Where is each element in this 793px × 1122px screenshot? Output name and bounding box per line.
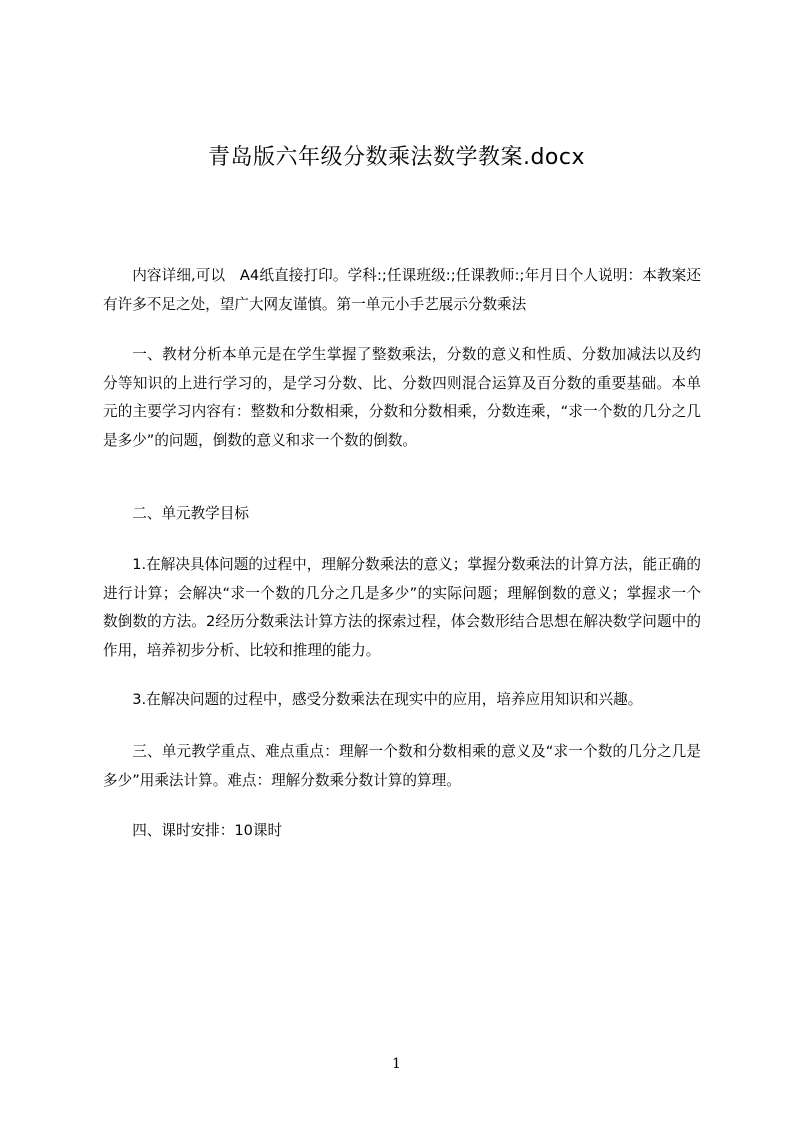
paragraph-objective-3: 3.在解决问题的过程中，感受分数乘法在现实中的应用，培养应用知识和兴趣。 <box>132 691 643 708</box>
paragraph-unit-objectives-heading: 二、单元教学目标 <box>132 505 249 522</box>
page-number: 1 <box>392 1056 401 1072</box>
paragraph-intro: 内容详细,可以 A4纸直接打印。学科:;任课班级:;任课教师:;年月日个人说明：本教案还有许多不足之处，望广大网友谨慎。第一单元小手艺展示分数乘法 <box>103 267 701 313</box>
paragraph-textbook-analysis: 一、教材分析本单元是在学生掌握了整数乘法，分数的意义和性质、分数加减法以及约分等知识的上进行学习的，是学习分数、比、分数四则混合运算及百分数的重要基础。本单元的主要学习内容有：整数和分数相乘，分数和分数相乘，分数连乘，“求一个数的几分之几是多少”的问题，倒数的意义和求一个数的倒数。 <box>103 346 701 449</box>
paragraph-objective-1-2: 1.在解决具体问题的过程中，理解分数乘法的意义；掌握分数乘法的计算方法，能正确的进行计算；会解决“求一个数的几分之几是多少”的实际问题；理解倒数的意义；掌握求一个数倒数的方法。2经历分数乘法计算方法的探索过程，体会数形结合思想在解决数学问题中的作用，培养初步分析、比较和推理的能力。 <box>103 556 701 659</box>
paragraph-class-schedule: 四、课时安排：10课时 <box>132 822 283 839</box>
document-title: 青岛版六年级分数乘法数学教案.docx <box>207 145 586 170</box>
paragraph-key-points: 三、单元教学重点、难点重点：理解一个数和分数相乘的意义及“求一个数的几分之几是多少”用乘法计算。难点：理解分数乘分数计算的算理。 <box>103 743 701 789</box>
